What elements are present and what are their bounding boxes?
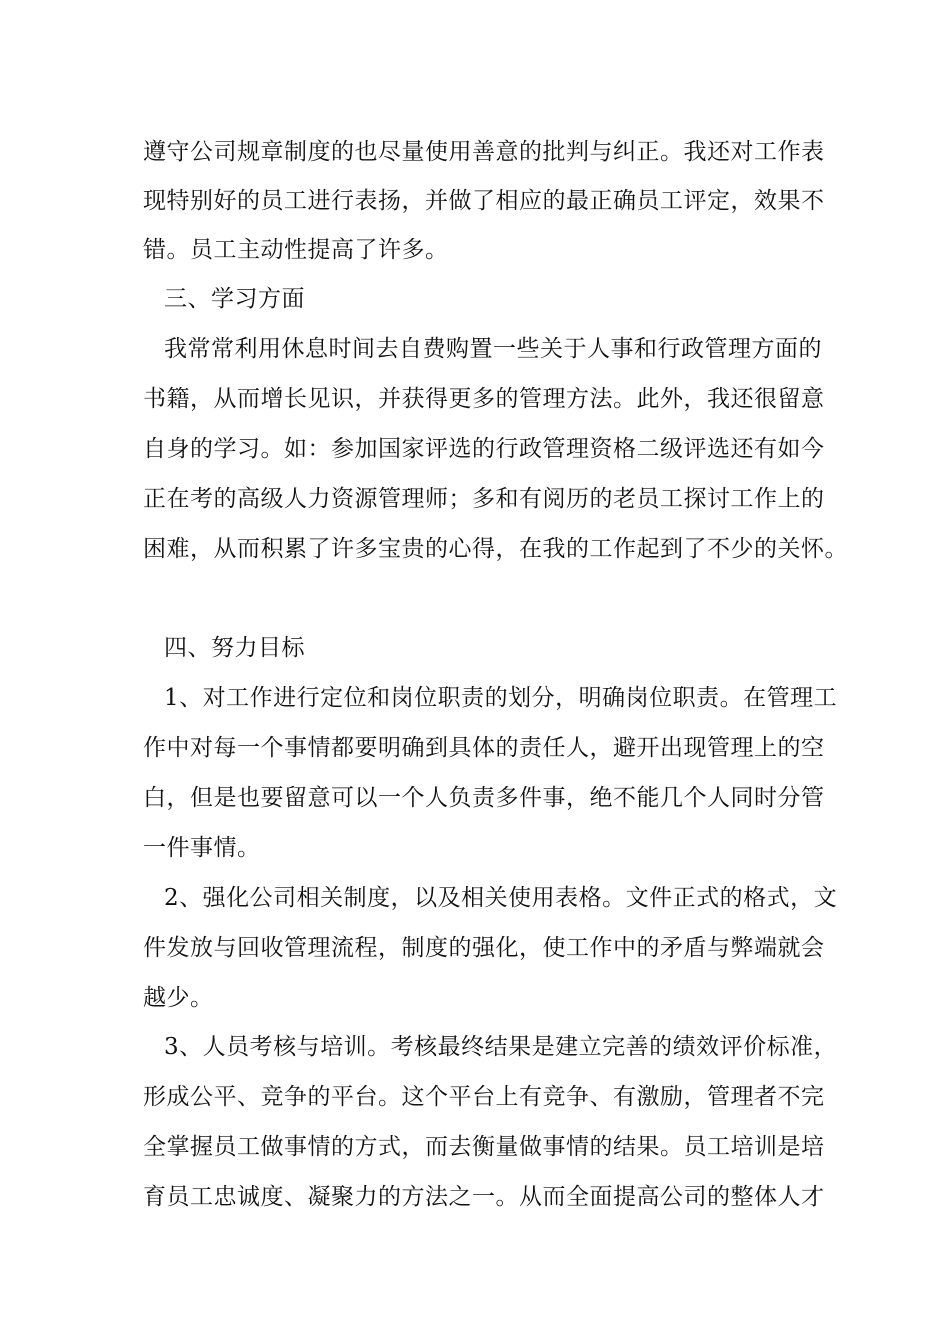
section-heading-study: 三、学习方面 <box>164 286 305 312</box>
paragraph-line: 正在考的高级人力资源管理师；多和有阅历的老员工探讨工作上的 <box>143 486 825 512</box>
paragraph-line: 错。员工主动性提高了许多。 <box>143 237 449 263</box>
paragraph-line: 件发放与回收管理流程，制度的强化，使工作中的矛盾与弊端就会 <box>143 935 825 961</box>
list-item-1: 1、对工作进行定位和岗位职责的划分，明确岗位职责。在管理工 <box>164 685 838 711</box>
list-item-2: 2、强化公司相关制度，以及相关使用表格。文件正式的格式，文 <box>164 885 838 911</box>
paragraph-line: 形成公平、竞争的平台。这个平台上有竞争、有激励，管理者不完 <box>143 1084 825 1110</box>
paragraph-line: 遵守公司规章制度的也尽量使用善意的批判与纠正。我还对工作表 <box>143 139 825 165</box>
paragraph-line: 一件事情。 <box>143 835 261 861</box>
paragraph-line: 现特别好的员工进行表扬，并做了相应的最正确员工评定，效果不 <box>143 188 825 214</box>
paragraph-line: 我常常利用休息时间去自费购置一些关于人事和行政管理方面的 <box>164 336 822 362</box>
paragraph-line: 困难，从而积累了许多宝贵的心得，在我的工作起到了不少的关怀。 <box>143 536 848 562</box>
list-item-3: 3、人员考核与培训。考核最终结果是建立完善的绩效评价标准， <box>164 1034 838 1060</box>
paragraph-line: 自身的学习。如：参加国家评选的行政管理资格二级评选还有如今 <box>143 436 825 462</box>
paragraph-line: 作中对每一个事情都要明确到具体的责任人，避开出现管理上的空 <box>143 735 825 761</box>
paragraph-line: 育员工忠诚度、凝聚力的方法之一。从而全面提高公司的整体人才 <box>143 1184 825 1210</box>
paragraph-line: 书籍，从而增长见识，并获得更多的管理方法。此外，我还很留意 <box>143 386 825 412</box>
paragraph-line: 全掌握员工做事情的方式，而去衡量做事情的结果。员工培训是培 <box>143 1134 825 1160</box>
section-heading-goals: 四、努力目标 <box>164 635 305 661</box>
paragraph-line: 白，但是也要留意可以一个人负责多件事，绝不能几个人同时分管 <box>143 785 825 811</box>
paragraph-line: 越少。 <box>143 985 214 1011</box>
